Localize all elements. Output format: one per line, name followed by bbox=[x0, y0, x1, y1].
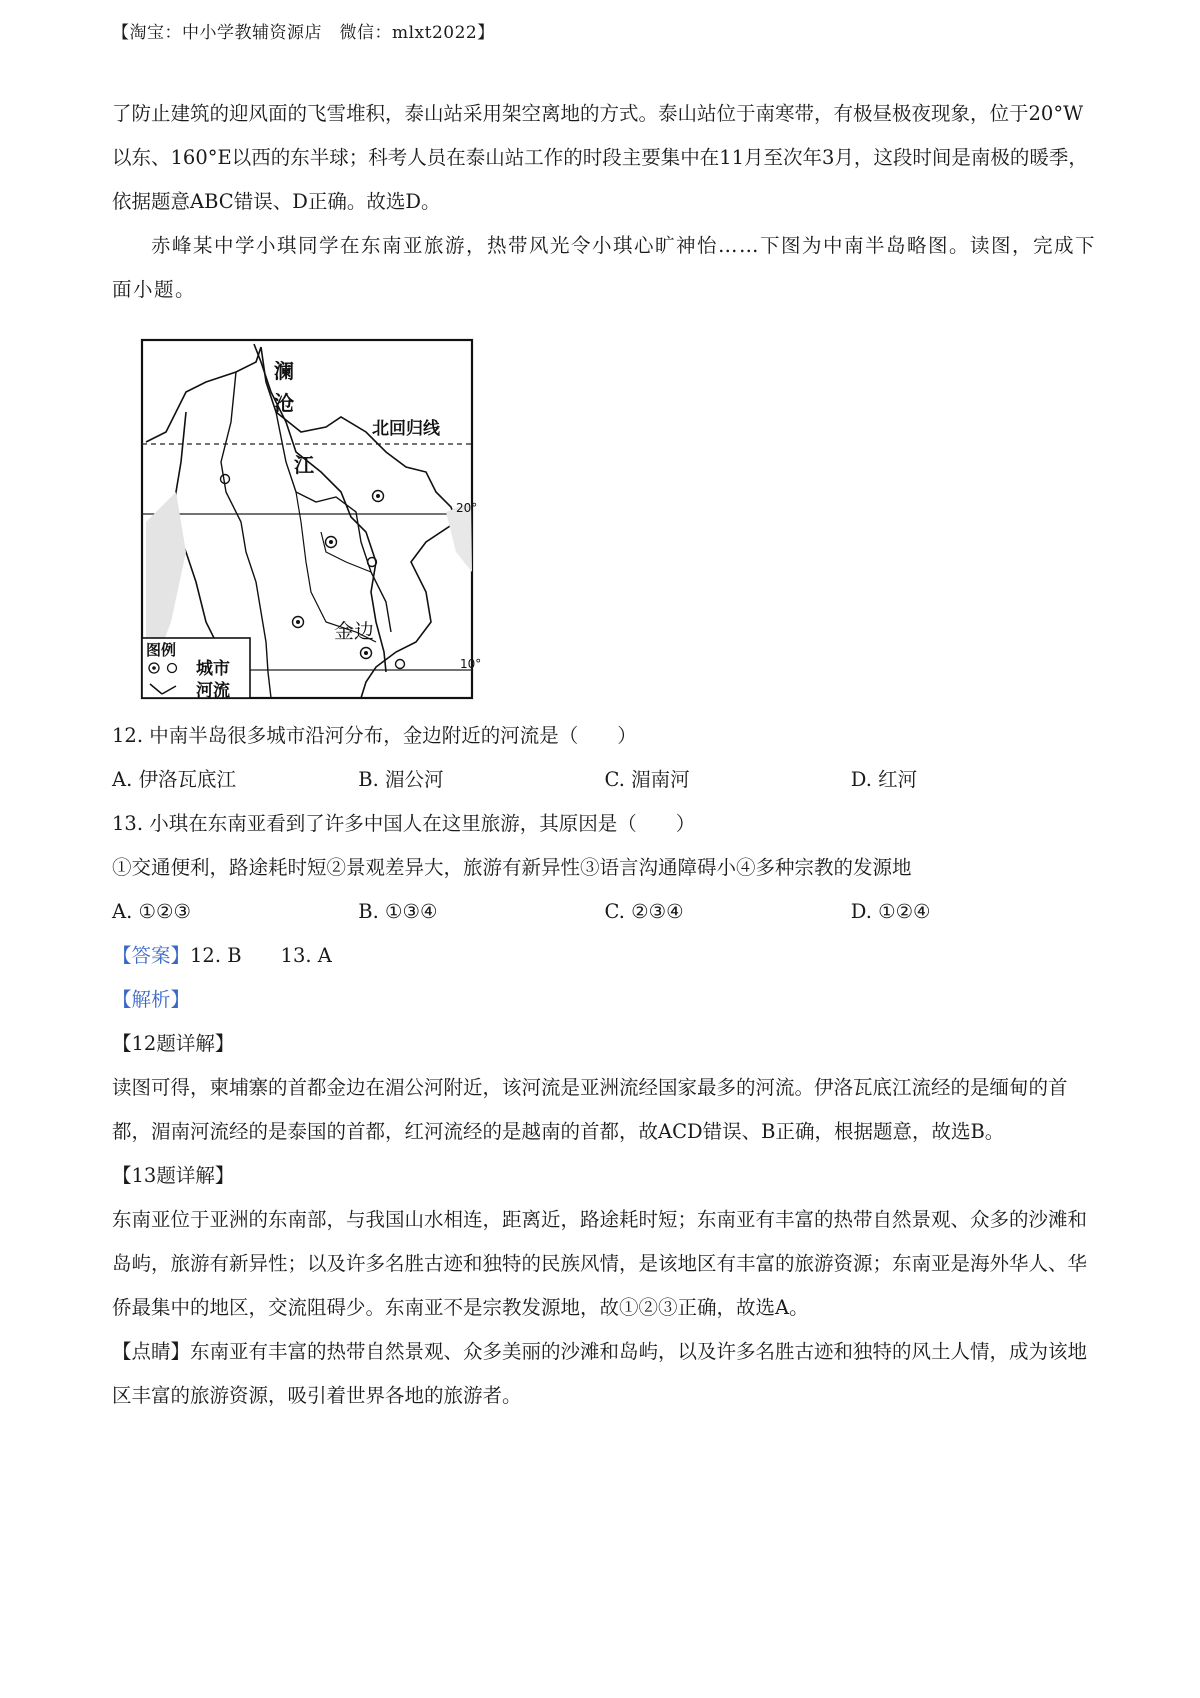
question-13-items: ①交通便利，路途耗时短②景观差异大，旅游有新异性③语言沟通障碍小④多种宗教的发源地 bbox=[112, 856, 912, 879]
question-12-stem: 12. 中南半岛很多城市沿河分布，金边附近的河流是（ ） bbox=[112, 724, 637, 747]
tip-text: 东南亚有丰富的热带自然景观、众多美丽的沙滩和岛屿，以及许多名胜古迹和独特的风土人情，成为该地区丰富的旅游资源，吸引着世界各地的旅游者。 bbox=[112, 1340, 1088, 1407]
lat10-label: 10° bbox=[460, 657, 482, 671]
question-12-options bbox=[112, 758, 1097, 802]
river-label-1: 澜 bbox=[274, 359, 294, 383]
answer-text: 12. B 13. A bbox=[190, 944, 332, 967]
option-12-a[interactable]: A. 伊洛瓦底江 bbox=[112, 768, 236, 791]
tip-label: 【点睛】 bbox=[112, 1340, 191, 1363]
coast-2 bbox=[321, 532, 371, 572]
option-13-a[interactable]: A. ①②③ bbox=[112, 900, 191, 923]
document-body bbox=[112, 92, 1097, 1418]
question-13-stem: 13. 小琪在东南亚看到了许多中国人在这里旅游，其原因是（ ） bbox=[112, 812, 696, 835]
page-header: 【淘宝：中小学教辅资源店 微信：mlxt2022】 bbox=[112, 23, 495, 43]
indochina-map bbox=[126, 322, 516, 712]
prev-explanation: 了防止建筑的迎风面的飞雪堆积，泰山站采用架空离地的方式。泰山站位于南寒带，有极昼极夜现象，位于20°W以东、160°E以西的东半球；科考人员在泰山站工作的时段主要集中在11月至次年3月，这段时间是南极的暖季，依据题意ABC错误、D正确。故选D。 bbox=[112, 102, 1088, 213]
legend-title: 图例 bbox=[146, 641, 177, 659]
option-12-c[interactable]: C. 湄南河 bbox=[604, 768, 690, 791]
capital-marker-phnom-penh-dot bbox=[364, 651, 368, 655]
map-legend bbox=[142, 638, 250, 701]
capital-marker-1-dot bbox=[376, 494, 380, 498]
analysis-label: 【解析】 bbox=[112, 988, 191, 1011]
answer-line bbox=[112, 934, 1097, 978]
lat20-label: 20° bbox=[456, 501, 478, 515]
q12-detail-label: 【12题详解】 bbox=[112, 1032, 235, 1055]
question-stem-intro: 赤峰某中学小琪同学在东南亚旅游，热带风光令小琪心旷神怡……下图为中南半岛略图。读图，完成下面小题。 bbox=[112, 234, 1097, 301]
capital-marker-3-dot bbox=[296, 620, 300, 624]
answer-label: 【答案】 bbox=[112, 944, 191, 967]
city-label-phnom-penh: 金边 bbox=[334, 619, 374, 643]
option-12-b[interactable]: B. 湄公河 bbox=[358, 768, 444, 791]
q13-detail-label: 【13题详解】 bbox=[112, 1164, 235, 1187]
question-13-options bbox=[112, 890, 1097, 934]
option-13-d[interactable]: D. ①②④ bbox=[850, 900, 931, 923]
option-13-c[interactable]: C. ②③④ bbox=[604, 900, 684, 923]
capital-marker-2-dot bbox=[329, 540, 333, 544]
legend-city-label: 城市 bbox=[196, 659, 230, 679]
river-label-3: 江 bbox=[294, 453, 314, 477]
q12-detail-text: 读图可得，柬埔寨的首都金边在湄公河附近，该河流是亚洲流经国家最多的河流。伊洛瓦底江流经的是缅甸的首都，湄南河流经的是泰国的首都，红河流经的是越南的首都，故ACD错误、B正确，根据题意，故选B。 bbox=[112, 1076, 1068, 1143]
river-label-2: 沧 bbox=[274, 391, 294, 415]
tropic-label: 北回归线 bbox=[372, 419, 440, 439]
option-12-d[interactable]: D. 红河 bbox=[850, 768, 918, 791]
option-13-b[interactable]: B. ①③④ bbox=[358, 900, 438, 923]
city-marker-3 bbox=[396, 660, 405, 669]
q13-detail-text: 东南亚位于亚洲的东南部，与我国山水相连，距离近，路途耗时短；东南亚有丰富的热带自然景观、众多的沙滩和岛屿，旅游有新异性；以及许多名胜古迹和独特的民族风情，是该地区有丰富的旅游资源；东南亚是海外华人、华侨最集中的地区，交流阻碍少。东南亚不是宗教发源地，故①②③正确，故选A。 bbox=[112, 1208, 1088, 1319]
tip-paragraph bbox=[112, 1330, 1097, 1418]
legend-river-label: 河流 bbox=[196, 681, 230, 701]
city-marker-2 bbox=[368, 558, 377, 567]
